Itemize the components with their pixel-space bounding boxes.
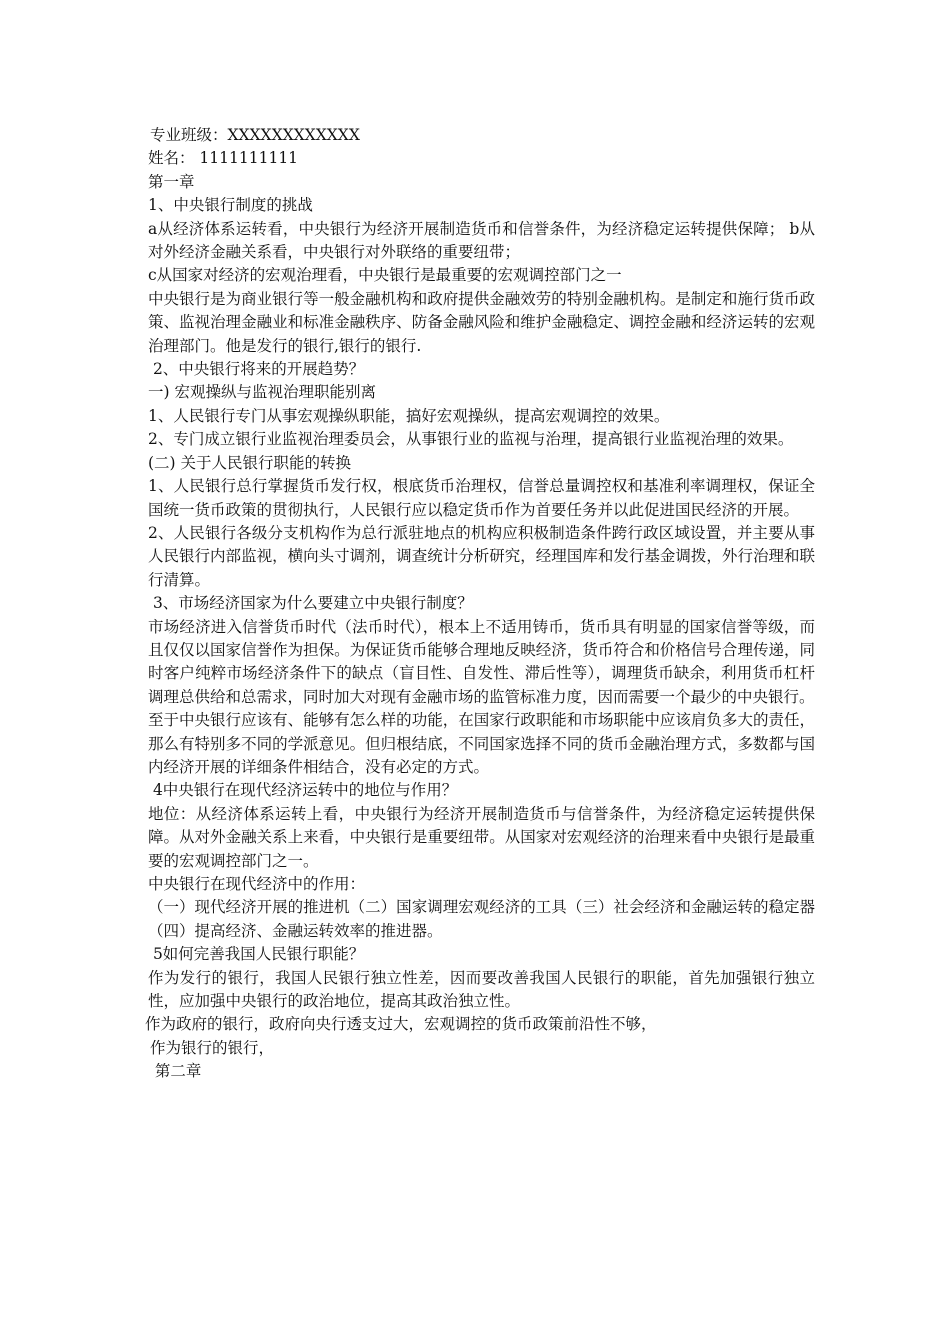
paragraph-status: 地位：从经济体系运转上看，中央银行为经济开展制造货币与信誉条件，为经济稳定运转提供保障。从对外金融关系上来看，中央银行是重要纽带。从国家对宏观经济的治理来看中央银行是最重要的宏观调控部门之一。 — [148, 804, 815, 870]
paragraph-market-economy: 市场经济进入信誉货币时代（法币时代），根本上不适用铸币，货币具有明显的国家信誉等级，而且仅仅以国家信誉作为担保。为保证货币能够合理地反映经济，货币符合和价格信号合理传递，同时客户纯粹市场经济条件下的缺点（盲目性、自发性、滞后性等），调理货币缺余，利用货币杠杆调理总供给和总需求，同时加大对现有金融市场的监管标准力度，因而需要一个最少的中央银行。 — [148, 617, 815, 706]
paragraph-roles: （一）现代经济开展的推进机（二）国家调理宏观经济的工具（三）社会经济和金融运转的稳定器（四）提高经济、金融运转效率的推进器。 — [148, 898, 815, 940]
list-item-4: 2、人民银行各级分支机构作为总行派驻地点的机构应积极制造条件跨行政区域设置，并主要从事人民银行内部监视，横向头寸调剂，调查统计分析研究，经理国库和发行基金调拨，外行治理和联行清算。 — [148, 523, 815, 589]
question-heading-1: 1、中央银行制度的挑战 — [148, 196, 313, 215]
chapter-heading-2: 第二章 — [145, 1062, 202, 1081]
subheading-function-transition: (二) 关于人民银行职能的转换 — [148, 453, 352, 472]
question-heading-2: 2、中央银行将来的开展趋势？ — [148, 360, 365, 379]
paragraph-government-bank: 作为政府的银行，政府向央行透支过大，宏观调控的货币政策前沿性不够， — [145, 1015, 657, 1034]
paragraph-bankers-bank: 作为银行的银行， — [145, 1038, 274, 1057]
list-item-3: 1、人民银行总行掌握货币发行权，根底货币治理权，信誉总量调控权和基准利率调理权，保证全国统一货币政策的贯彻执行，人民银行应以稳定货币作为首要任务并以此促进国民经济的开展。 — [148, 477, 815, 519]
paragraph-c: c从国家对经济的宏观治理看，中央银行是最重要的宏观调控部门之一 — [148, 266, 622, 285]
question-heading-4: 4中央银行在现代经济运转中的地位与作用？ — [148, 781, 458, 800]
class-info: 专业班级：XXXXXXXXXXXX — [145, 126, 360, 144]
paragraph-a-b: a从经济体系运转看，中央银行为经济开展制造货币和信誉条件，为经济稳定运转提供保障； b从对外经济金融关系看，中央银行对外联络的重要纽带； — [148, 219, 815, 262]
subheading-separation: 一) 宏观操纵与监视治理职能别离 — [148, 383, 376, 402]
student-name: 姓名： 1111111111 — [148, 149, 299, 168]
list-item-1: 1、人民银行专门从事宏观操纵职能，搞好宏观操纵，提高宏观调控的效果。 — [148, 406, 670, 425]
paragraph-role-heading: 中央银行在现代经济中的作用： — [148, 875, 366, 893]
paragraph-issuing-bank: 作为发行的银行，我国人民银行独立性差，因而要改善我国人民银行的职能，首先加强银行独立性，应加强中央银行的政治地位，提高其政治独立性。 — [148, 968, 815, 1011]
chapter-heading-1: 第一章 — [148, 172, 195, 191]
paragraph-functions-views: 至于中央银行应该有、能够有怎么样的功能，在国家行政职能和市场职能中应该肩负多大的责任，那么有特别多不同的学派意见。但归根结底，不同国家选择不同的货币金融治理方式，多数都与国内经济开展的详细条件相结合，没有必定的方式。 — [148, 711, 815, 776]
question-heading-5: 5如何完善我国人民银行职能？ — [148, 945, 365, 964]
question-heading-3: 3、市场经济国家为什么要建立中央银行制度？ — [148, 594, 473, 613]
document-page — [145, 124, 815, 1084]
paragraph-central-bank-definition: 中央银行是为商业银行等一般金融机构和政府提供金融效劳的特别金融机构。是制定和施行货币政策、监视治理金融业和标准金融秩序、防备金融风险和维护金融稳定、调控金融和经济运转的宏观治理部门。他是发行的银行,银行的银行. — [148, 289, 815, 355]
list-item-2: 2、专门成立银行业监视治理委员会，从事银行业的监视与治理，提高银行业监视治理的效果。 — [148, 430, 794, 449]
